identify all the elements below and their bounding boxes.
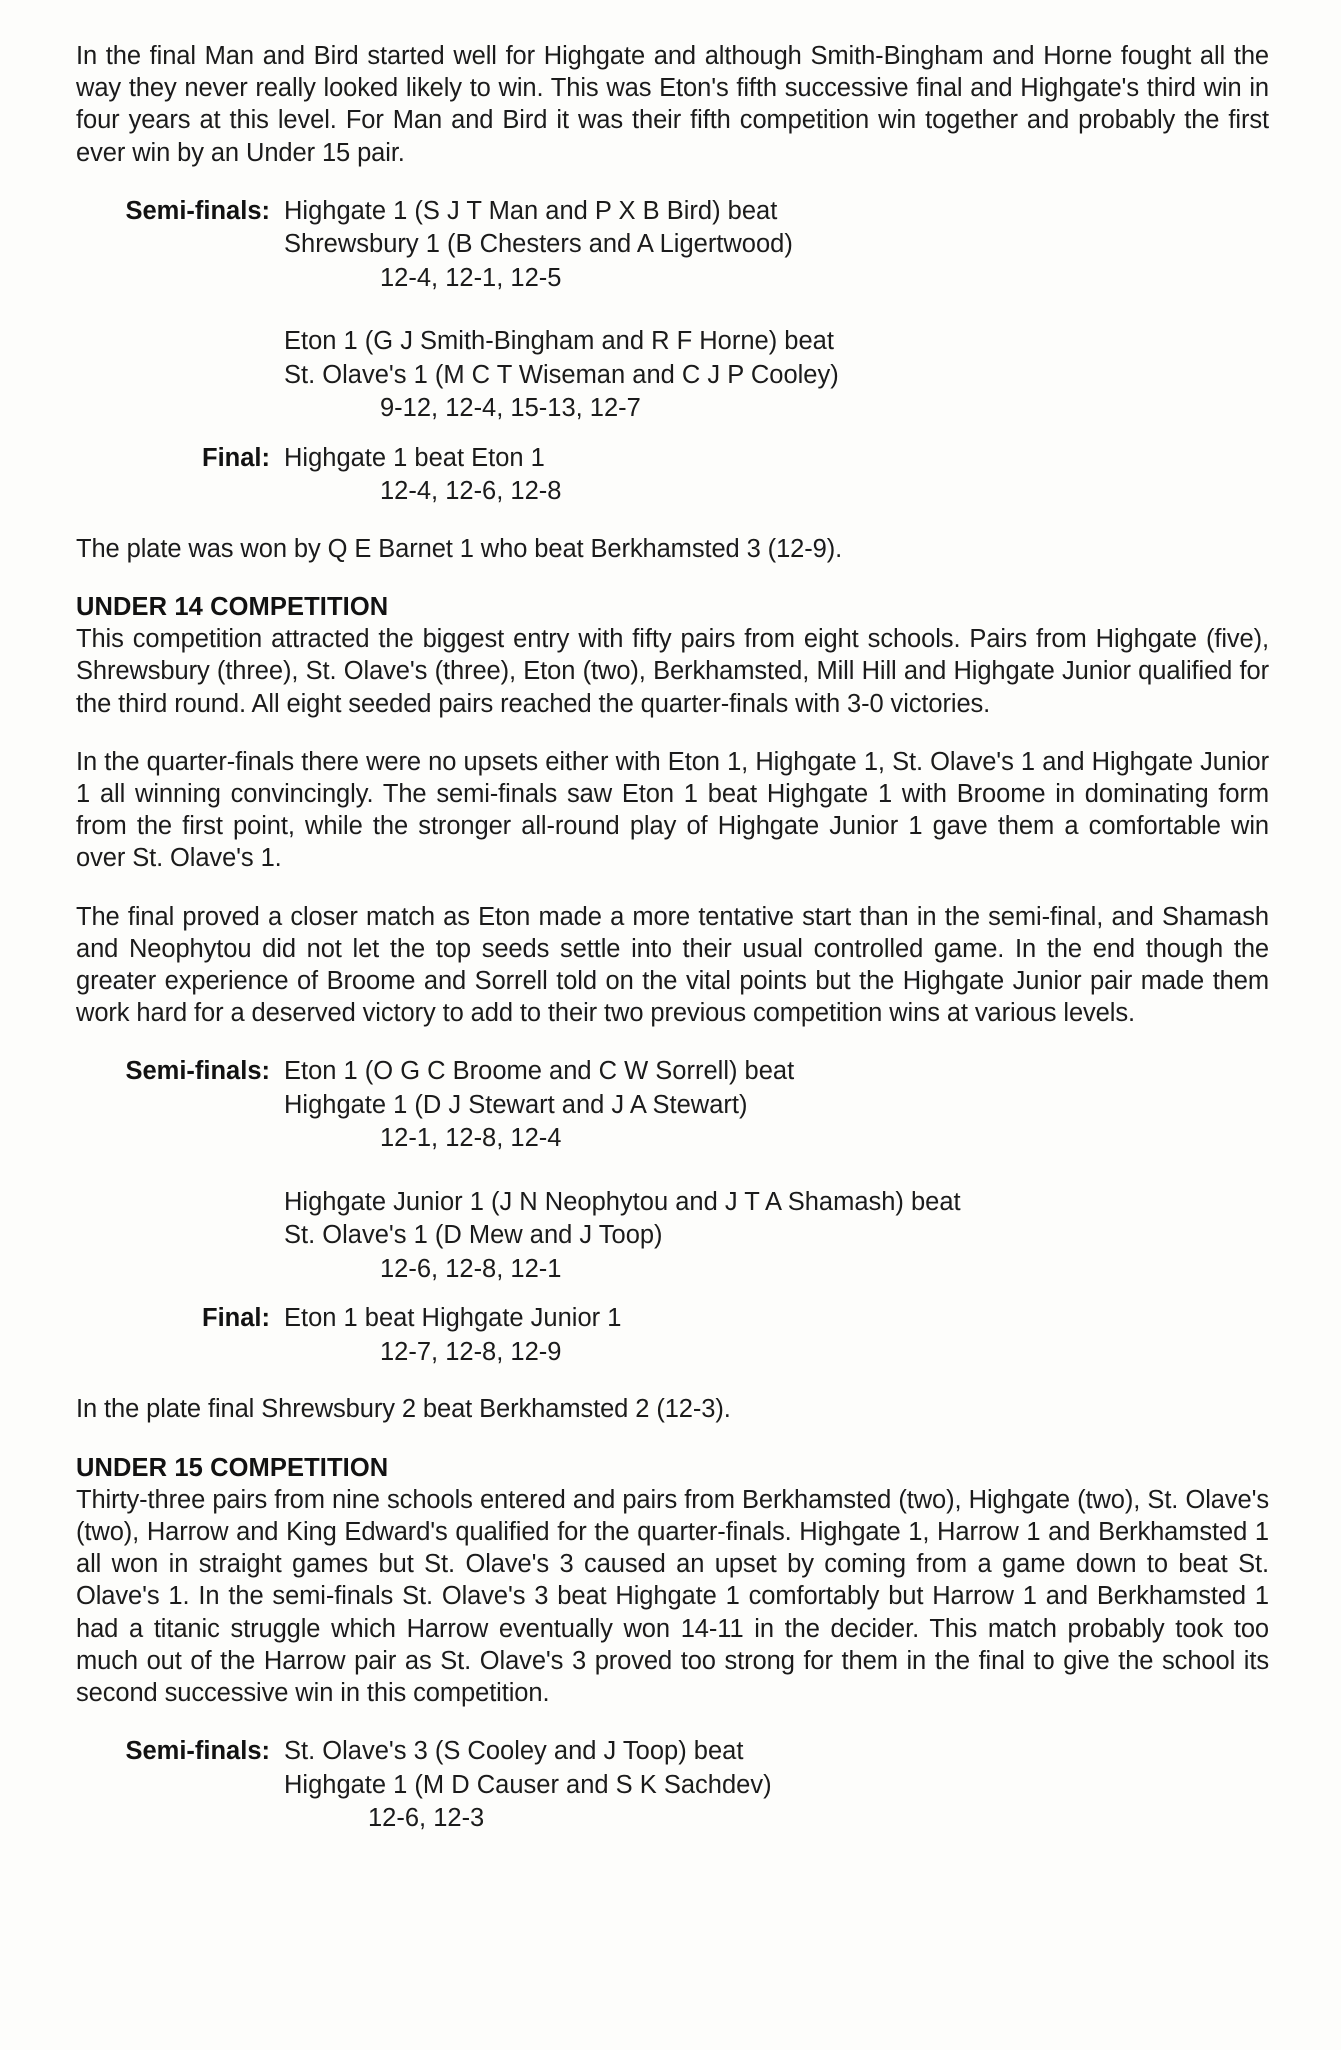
result-label-final: Final: bbox=[202, 1304, 270, 1333]
result-lines bbox=[284, 325, 1269, 426]
under14-heading-block bbox=[76, 591, 1269, 623]
result-lines bbox=[284, 1735, 1269, 1836]
result-label-semi-finals: Semi-finals: bbox=[125, 1737, 270, 1766]
result-lines bbox=[284, 195, 1269, 296]
result-row-final bbox=[76, 1302, 1269, 1369]
result-line-loser: St. Olave's 1 (M C T Wiseman and C J P Cooley) bbox=[284, 360, 839, 389]
result-line-winner: Highgate 1 beat Eton 1 bbox=[284, 443, 545, 472]
result-score: 12-1, 12-8, 12-4 bbox=[380, 1124, 562, 1153]
results-spacer bbox=[76, 295, 1269, 325]
result-line-winner: Eton 1 (G J Smith-Bingham and R F Horne) beat bbox=[284, 327, 834, 356]
section-heading-under14: UNDER 14 COMPETITION bbox=[76, 593, 389, 622]
result-lines bbox=[284, 442, 1269, 509]
result-lines bbox=[284, 1186, 1269, 1287]
result-score: 12-7, 12-8, 12-9 bbox=[380, 1337, 562, 1366]
paragraph-under14-final: The final proved a closer match as Eton made a more tentative start than in the semi-final, and Shamash and Neophytou did not let the top seeds settle into their usual controlled game. In the end though the greater experience of Broome and Sorrell told on the vital points but the Highgate Junior pair made them work hard for a deserved victory to add to their two previous competition wins at various levels. bbox=[76, 902, 1269, 1028]
section-heading-under15: UNDER 15 COMPETITION bbox=[76, 1453, 389, 1482]
result-line-loser: Shrewsbury 1 (B Chesters and A Ligertwood) bbox=[284, 230, 793, 259]
result-lines bbox=[284, 1302, 1269, 1369]
result-score: 12-4, 12-1, 12-5 bbox=[380, 263, 562, 292]
paragraph-under14-quarters: In the quarter-finals there were no upsets either with Eton 1, Highgate 1, St. Olave's 1 and Highgate Junior 1 all winning convincingly. The semi-finals saw Eton 1 beat Highgate 1 with Broome in dominating form from the first point, while the stronger all-round play of Highgate Junior 1 gave them a comfortable win over St. Olave's 1. bbox=[76, 747, 1269, 873]
result-row-semifinal-2 bbox=[76, 1186, 1269, 1287]
results-spacer bbox=[76, 1156, 1269, 1186]
result-lines bbox=[284, 1055, 1269, 1156]
under15-results-block bbox=[76, 1735, 1269, 1836]
under13-results-block bbox=[76, 195, 1269, 509]
result-score: 12-4, 12-6, 12-8 bbox=[380, 477, 562, 506]
paragraph-under15-entry: Thirty-three pairs from nine schools entered and pairs from Berkhamsted (two), Highgate (two), St. Olave's (two), Harrow and King Edward's qualified for the quarter-finals. Highgate 1, Harrow 1 and Berkhamsted 1 all won in straight games but St. Olave's 3 caused an upset by coming from a game down to beat St. Olave's 1. In the semi-finals St. Olave's 3 beat Highgate 1 comfortably but Harrow 1 and Berkhamsted 1 had a titanic struggle which Harrow eventually won 14-11 in the decider. This match probably took too much out of the Harrow pair as St. Olave's 3 proved too strong for them in the final to give the school its second successive win in this competition. bbox=[76, 1485, 1269, 1708]
result-label-empty bbox=[76, 1186, 284, 1220]
paragraph-intro-final: In the final Man and Bird started well for Highgate and although Smith-Bingham and Horne fought all the way they never really looked likely to win. This was Eton's fifth successive final and Highgate's third win in four years at this level. For Man and Bird it was their fifth competition win together and probably the first ever win by an Under 15 pair. bbox=[76, 42, 1269, 167]
result-line-winner: St. Olave's 3 (S Cooley and J Toop) beat bbox=[284, 1737, 744, 1766]
result-label-empty bbox=[76, 325, 284, 359]
result-score: 12-6, 12-3 bbox=[368, 1804, 485, 1833]
under15-heading-block bbox=[76, 1452, 1269, 1484]
result-score: 12-6, 12-8, 12-1 bbox=[380, 1254, 562, 1283]
result-label-semi-finals: Semi-finals: bbox=[125, 196, 270, 225]
result-row-semifinal-2 bbox=[76, 325, 1269, 426]
result-line-winner: Eton 1 (O G C Broome and C W Sorrell) beat bbox=[284, 1057, 795, 1086]
paragraph-under13-plate: The plate was won by Q E Barnet 1 who beat Berkhamsted 3 (12-9). bbox=[76, 534, 843, 563]
result-row-semifinal-1 bbox=[76, 1055, 1269, 1156]
result-line-winner: Highgate 1 (S J T Man and P X B Bird) beat bbox=[284, 196, 778, 225]
under14-results-block bbox=[76, 1055, 1269, 1369]
paragraph-under14-entry: This competition attracted the biggest entry with fifty pairs from eight schools. Pairs from Highgate (five), Shrewsbury (three), St. Olave's (three), Eton (two), Berkhamsted, Mill Hill and Highgate Junior qualified for the third round. All eight seeded pairs reached the quarter-finals with 3-0 victories. bbox=[76, 625, 1269, 718]
result-line-winner: Highgate Junior 1 (J N Neophytou and J T A Shamash) beat bbox=[284, 1187, 961, 1216]
result-row-semifinal-1 bbox=[76, 1735, 1269, 1836]
result-label-final: Final: bbox=[202, 443, 270, 472]
result-score: 9-12, 12-4, 15-13, 12-7 bbox=[380, 394, 641, 423]
result-line-winner: Eton 1 beat Highgate Junior 1 bbox=[284, 1304, 622, 1333]
result-line-loser: Highgate 1 (D J Stewart and J A Stewart) bbox=[284, 1090, 748, 1119]
result-label-semi-finals: Semi-finals: bbox=[125, 1057, 270, 1086]
paragraph-under14-plate: In the plate final Shrewsbury 2 beat Berkhamsted 2 (12-3). bbox=[76, 1395, 731, 1424]
result-line-loser: St. Olave's 1 (D Mew and J Toop) bbox=[284, 1221, 663, 1250]
result-row-final bbox=[76, 442, 1269, 509]
result-line-loser: Highgate 1 (M D Causer and S K Sachdev) bbox=[284, 1770, 772, 1799]
result-row-semifinal-1 bbox=[76, 195, 1269, 296]
